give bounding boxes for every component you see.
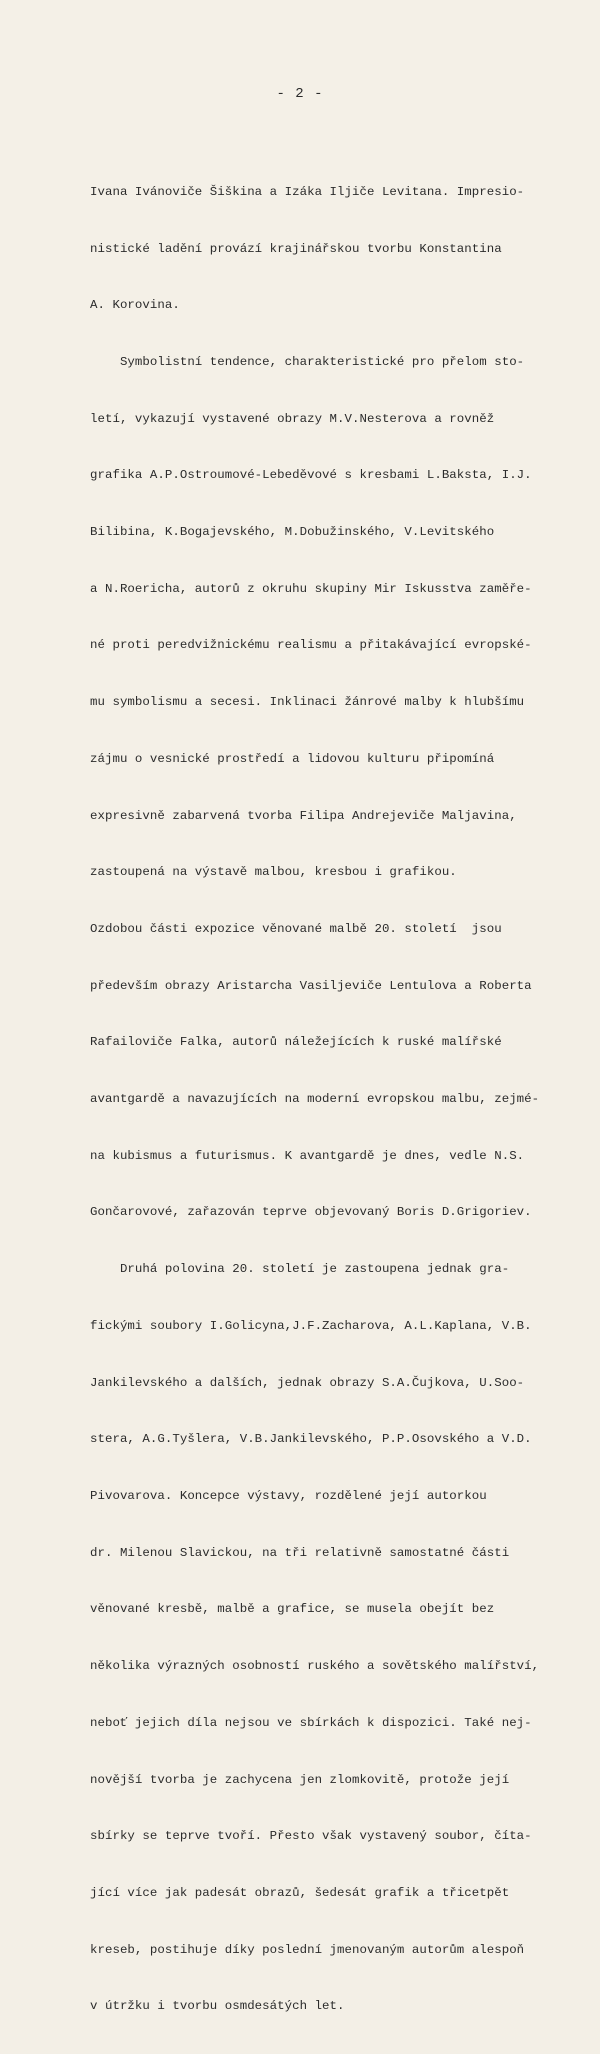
text-line: kreseb, postihuje díky poslední jmenovaným autorům alespoň <box>90 1942 525 1957</box>
text-line: neboť jejich díla nejsou ve sbírkách k dispozici. Také nej- <box>90 1715 532 1730</box>
text-line: Gončarovové, zařazován teprve objevovaný Boris D.Grigoriev. <box>90 1205 532 1220</box>
text-line: na kubismus a futurismus. K avantgardě je dnes, vedle N.S. <box>90 1148 525 1163</box>
text-line: novější tvorba je zachycena jen zlomkovitě, protože její <box>90 1772 510 1787</box>
text-line: Pivovarova. Koncepce výstavy, rozdělené její autorkou <box>90 1488 487 1503</box>
text-line: Ozdobou části expozice věnované malbě 20. století jsou <box>90 921 502 936</box>
text-line: jící více jak padesát obrazů, šedesát grafik a třicetpět <box>90 1885 510 1900</box>
page-number: - 2 - <box>276 86 324 102</box>
text-line: fickými soubory I.Golicyna,J.F.Zacharova, A.L.Kaplana, V.B. <box>90 1318 532 1333</box>
text-line: A. Korovina. <box>90 298 180 313</box>
text-line: Ivana Ivánoviče Šiškina a Izáka Iljiče Levitana. Impresio- <box>90 184 525 199</box>
text-line: Symbolistní tendence, charakteristické pro přelom sto- <box>90 354 525 369</box>
text-line: Jankilevského a dalších, jednak obrazy S.A.Čujkova, U.Soo- <box>90 1375 525 1390</box>
text-line: zájmu o vesnické prostředí a lidovou kulturu připomíná <box>90 751 495 766</box>
text-line: především obrazy Aristarcha Vasiljeviče Lentulova a Roberta <box>90 978 532 993</box>
text-line: věnované kresbě, malbě a grafice, se musela obejít bez <box>90 1602 495 1617</box>
text-line: né proti peredvižnickému realismu a přitakávající evropské- <box>90 638 532 653</box>
text-line: stera, A.G.Tyšlera, V.B.Jankilevského, P.P.Osovského a V.D. <box>90 1432 532 1447</box>
text-line: a N.Roericha, autorů z okruhu skupiny Mir Iskusstva zaměře- <box>90 581 532 596</box>
text-line: Rafailoviče Falka, autorů náležejících k ruské malířské <box>90 1035 502 1050</box>
text-line: v útržku i tvorbu osmdesátých let. <box>90 1999 345 2014</box>
text-line: expresivně zabarvená tvorba Filipa Andrejeviče Maljavina, <box>90 808 517 823</box>
text-line: několika výrazných osobností ruského a sovětského malířství, <box>90 1659 540 1674</box>
text-line: nistické ladění provází krajinářskou tvorbu Konstantina <box>90 241 502 256</box>
text-line: sbírky se teprve tvoří. Přesto však vystavený soubor, číta- <box>90 1829 532 1844</box>
text-line: grafika A.P.Ostroumové-Lebeděvové s kresbami L.Baksta, I.J. <box>90 468 532 483</box>
text-line: Druhá polovina 20. století je zastoupena jednak gra- <box>90 1262 510 1277</box>
text-line: Bilibina, K.Bogajevského, M.Dobužinského, V.Levitského <box>90 525 495 540</box>
text-line: avantgardě a navazujících na moderní evropskou malbu, zejmé- <box>90 1092 540 1107</box>
text-line: dr. Milenou Slavickou, na tři relativně samostatné části <box>90 1545 510 1560</box>
text-line: mu symbolismu a secesi. Inklinaci žánrové malby k hlubšímu <box>90 695 525 710</box>
text-line: zastoupená na výstavě malbou, kresbou i grafikou. <box>90 865 457 880</box>
body-text <box>90 145 570 2054</box>
text-line: letí, vykazují vystavené obrazy M.V.Nesterova a rovněž <box>90 411 495 426</box>
